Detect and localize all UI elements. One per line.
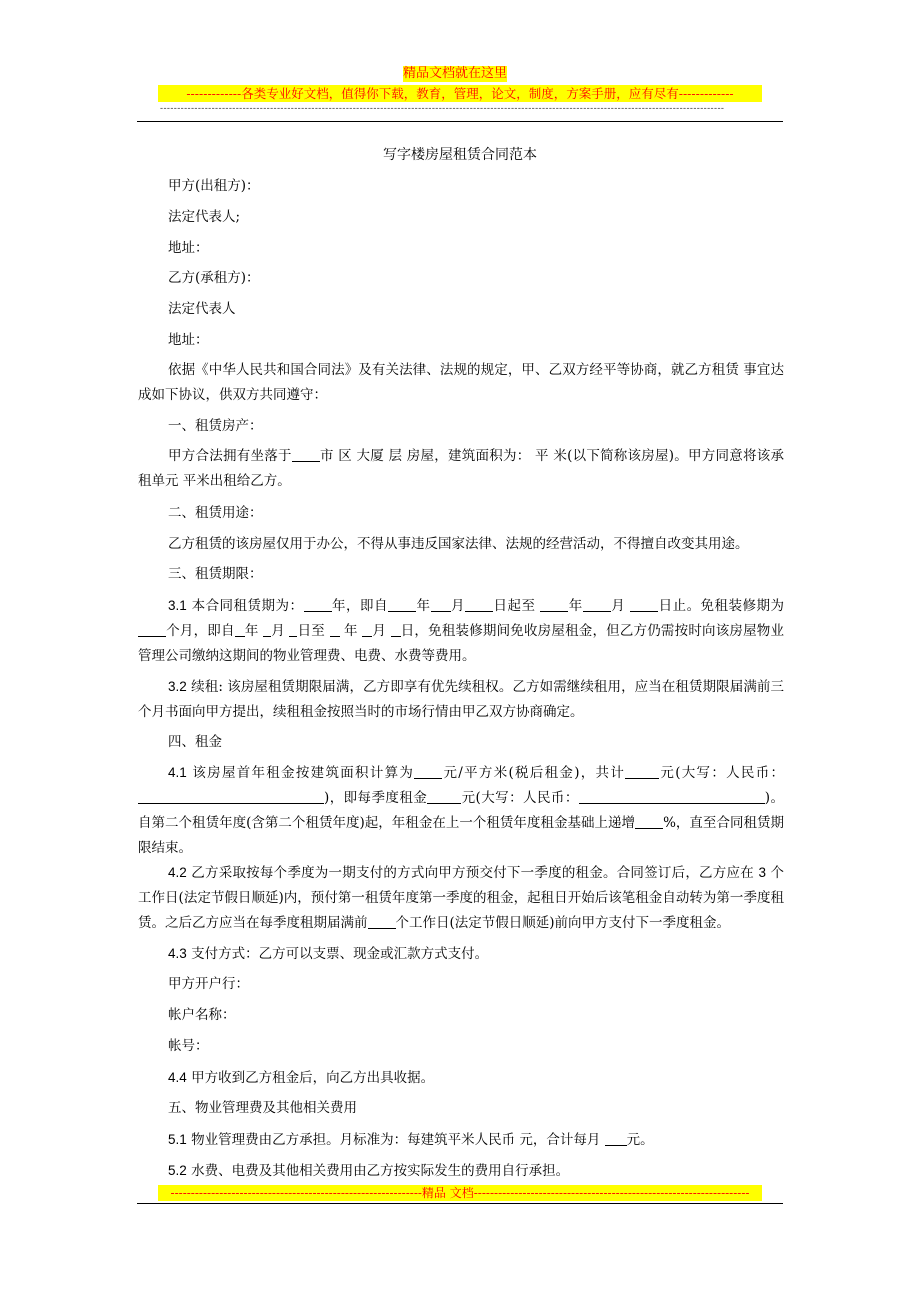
clause-text: 日起至 (493, 598, 541, 614)
header-title: 精品文档就在这里 (403, 66, 508, 81)
blank-field (235, 623, 245, 637)
blank-field (630, 598, 658, 612)
blank-field (579, 790, 765, 804)
blank-field (583, 598, 611, 612)
clause-text: 元(大写：人民币： (461, 790, 579, 806)
clause-3-2 (138, 674, 784, 725)
party-a-representative: 法定代表人; (168, 209, 241, 225)
clause-text: 个工作日(法定节假日顺延)内，预付第一租赁年度第一季度的租金，起租日开始后该笔租金自动转为第一季度租赁。之后乙方应当在每季度租期届满前 (138, 865, 784, 931)
blank-field (388, 598, 416, 612)
blank-field (292, 448, 320, 462)
clause-text: 年 (416, 598, 431, 614)
clause-text: 月 (271, 623, 290, 639)
clause-text: 月 (450, 598, 466, 614)
blank-field (330, 623, 340, 637)
clause-4-4 (138, 1065, 784, 1091)
party-b-representative: 法定代表人 (168, 301, 236, 317)
section-4-heading: 四、租金 (168, 734, 222, 750)
clause-number: 4.4 (168, 1070, 187, 1085)
section-3-heading: 三、租赁期限： (168, 566, 263, 582)
footer-rule (137, 1203, 783, 1204)
clause-3-1 (138, 593, 784, 669)
clause-text: 本合同租赁期为： (186, 598, 304, 614)
clause-text: 月 (372, 623, 391, 639)
blank-field (138, 790, 324, 804)
clause-number: 3.2 (168, 679, 187, 694)
blank-field (263, 623, 271, 637)
clause-text: 个工作日(法定节假日顺延)前向甲方支付下一季度租金。 (395, 915, 731, 931)
blank-field (465, 598, 493, 612)
clause-text: 甲方收到乙方租金后，向乙方出具收据。 (186, 1070, 435, 1086)
blank-field (414, 765, 442, 779)
clause-text: 支付方式：乙方可以支票、现金或汇款方式支付。 (186, 946, 489, 962)
clause-text: 物业管理费由乙方承担。月标准为：每建筑平米人民币 元，合计每月 (186, 1132, 605, 1148)
section-2-paragraph: 乙方租赁的该房屋仅用于办公，不得从事违反国家法律、法规的经营活动，不得擅自改变其用途。 (168, 536, 749, 552)
section-1-text-b: 市 区 大厦 层 房屋，建筑面积为： 平 米(以下简称该房屋)。甲方同意将该承租单元 平米出租给乙方。 (138, 448, 785, 489)
blank-field (540, 598, 568, 612)
clause-text: 水费、电费及其他相关费用由乙方按实际发生的费用自行承担。 (186, 1163, 570, 1179)
blank-field (605, 1132, 627, 1146)
clause-number: 4.3 (168, 946, 187, 961)
party-b-address: 地址： (168, 332, 209, 348)
clause-text: 年 (339, 623, 363, 639)
section-1-paragraph (138, 444, 784, 494)
clause-number: 5.2 (168, 1163, 187, 1178)
clause-text: 元/平方米(税后租金)，共计 (442, 765, 626, 781)
clause-text: 日至 (297, 623, 330, 639)
clause-text: 个月，即自 (166, 623, 235, 639)
clause-number: 4.2 (168, 865, 187, 880)
clause-text: 日，免租装修期间免收房屋租金，但乙方仍需按时向该房屋物业管理公司缴纳这期间的物业管理费、电费、水费等费用。 (138, 623, 784, 664)
clause-number: 3.1 (168, 598, 187, 613)
clause-text: 月 (610, 598, 631, 614)
section-2-heading: 二、租赁用途： (168, 505, 263, 521)
clause-5-1 (138, 1127, 784, 1153)
clause-text: 该房屋首年租金按建筑面积计算为 (186, 765, 415, 781)
clause-4-2 (138, 860, 784, 936)
clause-text: 元(大写：人民币： (659, 765, 784, 781)
clause-text: 续租: 该房屋租赁期限届满，乙方即享有优先续租权。乙方如需继续租用，应当在租赁期限届满前三个月书面向甲方提出，续租租金按照当时的市场行情由甲乙双方协商确定。 (138, 679, 784, 720)
clause-text: 日止。免租装修期为 (658, 598, 785, 614)
blank-field (362, 623, 372, 637)
blank-field (138, 623, 166, 637)
clause-text: 年，即自 (331, 598, 389, 614)
header-banner: -------------各类专业好文档，值得你下载，教育，管理，论文，制度，方案手册，应有尽有------------- (158, 85, 762, 102)
section-1-text-a: 甲方合法拥有坐落于 (168, 448, 292, 464)
account-number-label: 帐号： (168, 1038, 209, 1054)
header-rule (137, 121, 783, 122)
section-1-heading: 一、租赁房产： (168, 418, 263, 434)
footer-banner: --------------------------------------------------------------精品 文档-------------------------------------------------------------------- (158, 1185, 762, 1201)
document-title: 写字楼房屋租赁合同范本 (383, 147, 537, 163)
party-b-label: 乙方(承租方)： (168, 270, 260, 286)
clause-4-1 (138, 760, 784, 861)
blank-field (427, 790, 461, 804)
clause-text: )，即每季度租金 (324, 790, 428, 806)
clause-text: )。自第二个租赁年度(含第二个租赁年度)起，年租金在上一个租赁年度租金基础上递增 (138, 790, 784, 831)
clause-text: 年 (244, 623, 264, 639)
clause-text: 元。 (626, 1132, 654, 1148)
blank-field (431, 598, 451, 612)
blank-field (391, 623, 401, 637)
clause-text: 年 (568, 598, 583, 614)
clause-number-value: 3 (758, 865, 766, 880)
account-name-label: 帐户名称： (168, 1007, 236, 1023)
blank-field (625, 765, 659, 779)
blank-field (304, 598, 332, 612)
party-a-label: 甲方(出租方)： (168, 178, 260, 194)
clause-number: 5.1 (168, 1132, 187, 1147)
clause-5-2 (138, 1158, 784, 1184)
intro-paragraph: 依据《中华人民共和国合同法》及有关法律、法规的规定，甲、乙双方经平等协商，就乙方租赁 事宜达成如下协议，供双方共同遵守： (138, 362, 784, 403)
clause-text: %，直至合同租赁期限结束。 (138, 815, 784, 856)
clause-number: 4.1 (168, 765, 187, 780)
blank-field (368, 915, 396, 929)
clause-text: 乙方采取按每个季度为一期支付的方式向甲方预交付下一季度的租金。合同签订后，乙方应在 (186, 865, 759, 881)
clause-4-3 (138, 941, 784, 967)
bank-label: 甲方开户行： (168, 976, 249, 992)
section-5-heading: 五、物业管理费及其他相关费用 (168, 1100, 357, 1116)
blank-field (635, 815, 663, 829)
party-a-address: 地址： (168, 240, 209, 256)
header-dash-line: -------------------------------------------------------------------------------------------------------------------------------------------------------------------- (160, 104, 725, 114)
